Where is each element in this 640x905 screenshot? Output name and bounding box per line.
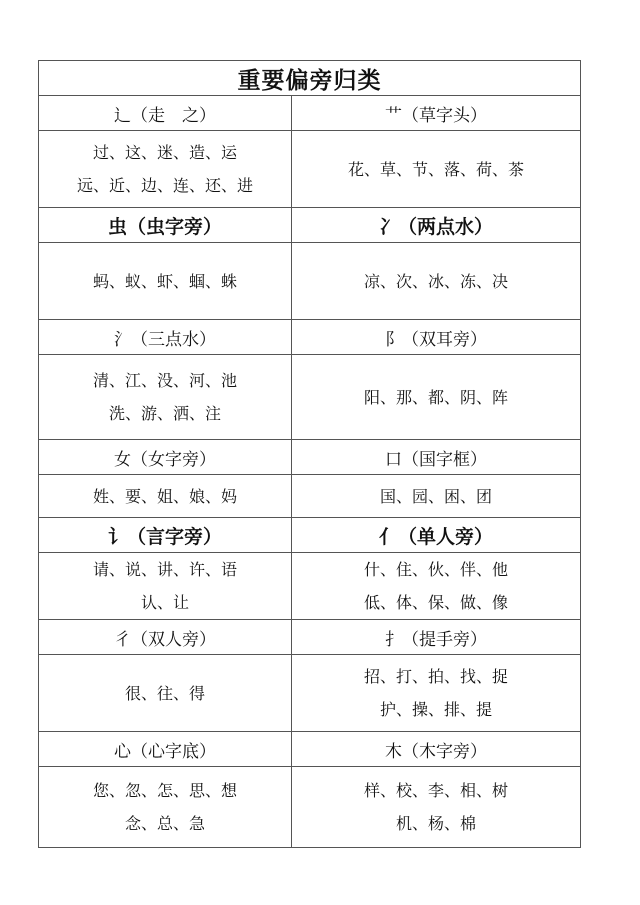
radical-header-right: 口（国字框） bbox=[292, 440, 581, 475]
example-chars-row bbox=[39, 355, 581, 440]
radical-header-right: 木（木字旁） bbox=[292, 732, 581, 767]
example-chars-left bbox=[39, 355, 292, 440]
radical-header-left: 心（心字底） bbox=[39, 732, 292, 767]
example-chars-line: 蚂、蚁、虾、蝈、蛛 bbox=[92, 271, 237, 291]
example-chars-row bbox=[39, 767, 581, 848]
example-chars-right bbox=[292, 475, 581, 518]
example-chars-left bbox=[39, 475, 292, 518]
example-chars-left bbox=[39, 655, 292, 732]
radical-header-row bbox=[39, 320, 581, 355]
example-chars-line: 过、这、迷、造、运 bbox=[92, 143, 237, 162]
example-chars-right bbox=[292, 243, 581, 320]
example-chars-right bbox=[292, 767, 581, 848]
example-chars-right bbox=[292, 655, 581, 732]
example-chars-line: 很、往、得 bbox=[124, 683, 205, 703]
example-chars-row bbox=[39, 553, 581, 620]
radical-header-left: 辶（走 之） bbox=[39, 96, 292, 131]
radical-header-right: 阝（双耳旁） bbox=[292, 320, 581, 355]
example-chars-row bbox=[39, 131, 581, 208]
radical-header-left: 讠（言字旁） bbox=[39, 518, 292, 553]
example-chars-line: 认、让 bbox=[140, 593, 189, 612]
example-chars-line: 凉、次、冰、冻、决 bbox=[363, 271, 508, 291]
example-chars-line: 阳、那、都、阴、阵 bbox=[363, 387, 508, 407]
table-body bbox=[39, 61, 581, 848]
radical-header-right: 扌（提手旁） bbox=[292, 620, 581, 655]
example-chars-left bbox=[39, 243, 292, 320]
example-chars-left bbox=[39, 767, 292, 848]
example-chars-line: 招、打、拍、找、捉 bbox=[363, 667, 508, 686]
example-chars-right bbox=[292, 553, 581, 620]
radical-header-left: 彳（双人旁） bbox=[39, 620, 292, 655]
radical-header-row bbox=[39, 440, 581, 475]
example-chars-line: 洗、游、洒、注 bbox=[108, 404, 221, 423]
example-chars-line: 花、草、节、落、荷、茶 bbox=[347, 159, 524, 179]
example-chars-left bbox=[39, 131, 292, 208]
radical-header-row bbox=[39, 620, 581, 655]
example-chars-line: 护、操、排、提 bbox=[379, 700, 492, 719]
radical-header-right: 亻（单人旁） bbox=[292, 518, 581, 553]
radical-header-row bbox=[39, 208, 581, 243]
example-chars-line: 机、杨、棉 bbox=[395, 814, 476, 833]
radical-header-right: 冫（两点水） bbox=[292, 208, 581, 243]
title-row bbox=[39, 61, 581, 96]
example-chars-line: 国、园、困、团 bbox=[379, 486, 492, 506]
radical-header-row bbox=[39, 518, 581, 553]
page-title: 重要偏旁归类 bbox=[39, 61, 581, 96]
example-chars-row bbox=[39, 243, 581, 320]
example-chars-line: 请、说、讲、许、语 bbox=[92, 560, 237, 579]
example-chars-line: 您、忽、怎、思、想 bbox=[92, 781, 237, 800]
example-chars-row bbox=[39, 655, 581, 732]
example-chars-line: 低、体、保、做、像 bbox=[363, 593, 508, 612]
radical-header-right: 艹（草字头） bbox=[292, 96, 581, 131]
example-chars-line: 远、近、边、连、还、进 bbox=[76, 176, 253, 195]
radical-header-row bbox=[39, 96, 581, 131]
example-chars-row bbox=[39, 475, 581, 518]
example-chars-right bbox=[292, 355, 581, 440]
radical-table bbox=[38, 60, 581, 848]
radical-header-left: 虫（虫字旁） bbox=[39, 208, 292, 243]
radical-header-row bbox=[39, 732, 581, 767]
example-chars-line: 姓、要、姐、娘、妈 bbox=[92, 486, 237, 506]
example-chars-line: 什、住、伙、伴、他 bbox=[363, 560, 508, 579]
example-chars-left bbox=[39, 553, 292, 620]
radical-header-left: 女（女字旁） bbox=[39, 440, 292, 475]
example-chars-right bbox=[292, 131, 581, 208]
radical-header-left: 氵（三点水） bbox=[39, 320, 292, 355]
example-chars-line: 样、校、李、相、树 bbox=[363, 781, 508, 800]
example-chars-line: 念、总、急 bbox=[124, 814, 205, 833]
example-chars-line: 清、江、没、河、池 bbox=[92, 371, 237, 390]
